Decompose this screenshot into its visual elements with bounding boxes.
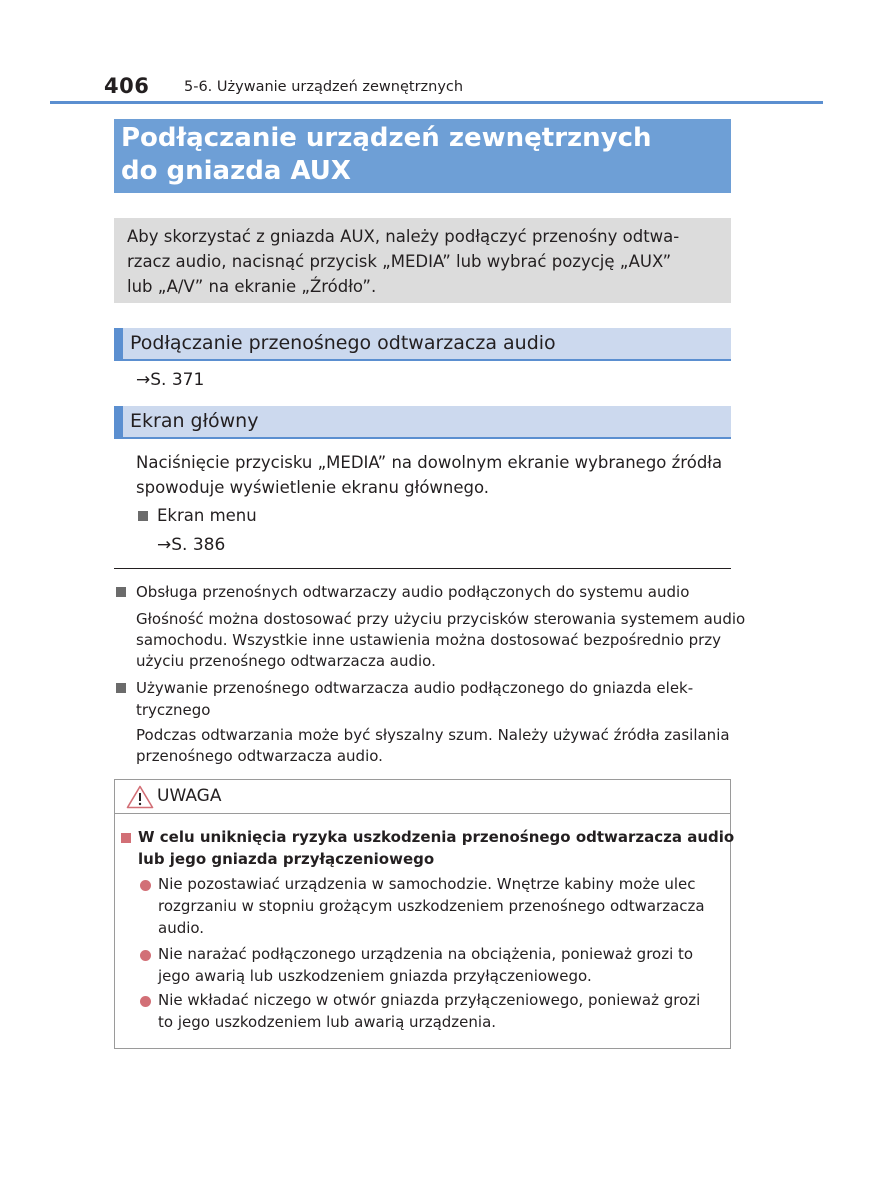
warning-bullet-1-line-1: Nie pozostawiać urządzenia w samochodzie. Wnętrze kabiny może ulec — [158, 875, 696, 893]
note-heading-1: Obsługa przenośnych odtwarzaczy audio podłączonych do systemu audio — [136, 583, 690, 601]
page-number: 406 — [104, 74, 150, 98]
bullet-dot-icon — [140, 950, 151, 961]
note-1-line-3: użyciu przenośnego odtwarzacza audio. — [136, 652, 436, 670]
page-title-line-1: Podłączanie urządzeń zewnętrznych — [121, 123, 652, 153]
subheading-main-screen: Ekran główny — [114, 406, 731, 439]
warning-heading-line-2: lub jego gniazda przyłączeniowego — [138, 850, 435, 868]
square-bullet-icon — [116, 683, 126, 693]
menu-screen-heading: Ekran menu — [157, 506, 257, 525]
chapter-title: 5-6. Używanie urządzeń zewnętrznych — [184, 79, 464, 95]
bullet-dot-icon — [140, 996, 151, 1007]
intro-box — [114, 218, 731, 303]
warning-bullet-2-line-2: jego awarią lub uszkodzeniem gniazda przyłączeniowego. — [158, 967, 592, 985]
warning-triangle-icon — [126, 785, 154, 809]
intro-line-3: lub „A/V” na ekranie „Źródło”. — [127, 277, 377, 296]
page-reference-386[interactable]: →S. 386 — [157, 535, 226, 555]
note-1-line-1: Głośność można dostosować przy użyciu przycisków sterowania systemem audio — [136, 610, 746, 628]
note-heading-2-line-1: Używanie przenośnego odtwarzacza audio podłączonego do gniazda elek- — [136, 679, 694, 697]
subheading-portable-player: Podłączanie przenośnego odtwarzacza audio — [114, 328, 731, 361]
header-rule — [50, 101, 823, 104]
section-divider — [114, 568, 731, 569]
warning-bullet-2-line-1: Nie narażać podłączonego urządzenia na obciążenia, ponieważ grozi to — [158, 945, 694, 963]
note-1-line-2: samochodu. Wszystkie inne ustawienia można dostosować bezpośrednio przy — [136, 631, 722, 649]
warning-header — [115, 780, 730, 814]
page-title-line-2: do gniazda AUX — [121, 156, 351, 186]
square-bullet-icon — [121, 833, 131, 843]
page-reference-371[interactable]: →S. 371 — [136, 370, 205, 390]
page-title-box — [114, 119, 731, 193]
bullet-dot-icon — [140, 880, 151, 891]
warning-bullet-3-line-1: Nie wkładać niczego w otwór gniazda przyłączeniowego, ponieważ grozi — [158, 991, 701, 1009]
note-heading-2-line-2: trycznego — [136, 701, 211, 719]
warning-label: UWAGA — [157, 786, 222, 806]
warning-heading-line-1: W celu uniknięcia ryzyka uszkodzenia przenośnego odtwarzacza audio — [138, 828, 735, 846]
main-screen-text-line-1: Naciśnięcie przycisku „MEDIA” na dowolnym ekranie wybranego źródła — [136, 453, 723, 472]
note-2-line-1: Podczas odtwarzania może być słyszalny szum. Należy używać źródła zasilania — [136, 726, 730, 744]
warning-bullet-3-line-2: to jego uszkodzeniem lub awarią urządzenia. — [158, 1013, 497, 1031]
square-bullet-icon — [116, 587, 126, 597]
intro-line-2: rzacz audio, nacisnąć przycisk „MEDIA” lub wybrać pozycję „AUX” — [127, 252, 672, 271]
warning-bullet-1-line-3: audio. — [158, 919, 205, 937]
intro-line-1: Aby skorzystać z gniazda AUX, należy podłączyć przenośny odtwa- — [127, 227, 680, 246]
square-bullet-icon — [138, 511, 148, 521]
note-2-line-2: przenośnego odtwarzacza audio. — [136, 747, 383, 765]
warning-bullet-1-line-2: rozgrzaniu w stopniu grożącym uszkodzeniem przenośnego odtwarzacza — [158, 897, 705, 915]
warning-box — [114, 779, 735, 1049]
main-screen-text-line-2: spowoduje wyświetlenie ekranu głównego. — [136, 478, 490, 497]
